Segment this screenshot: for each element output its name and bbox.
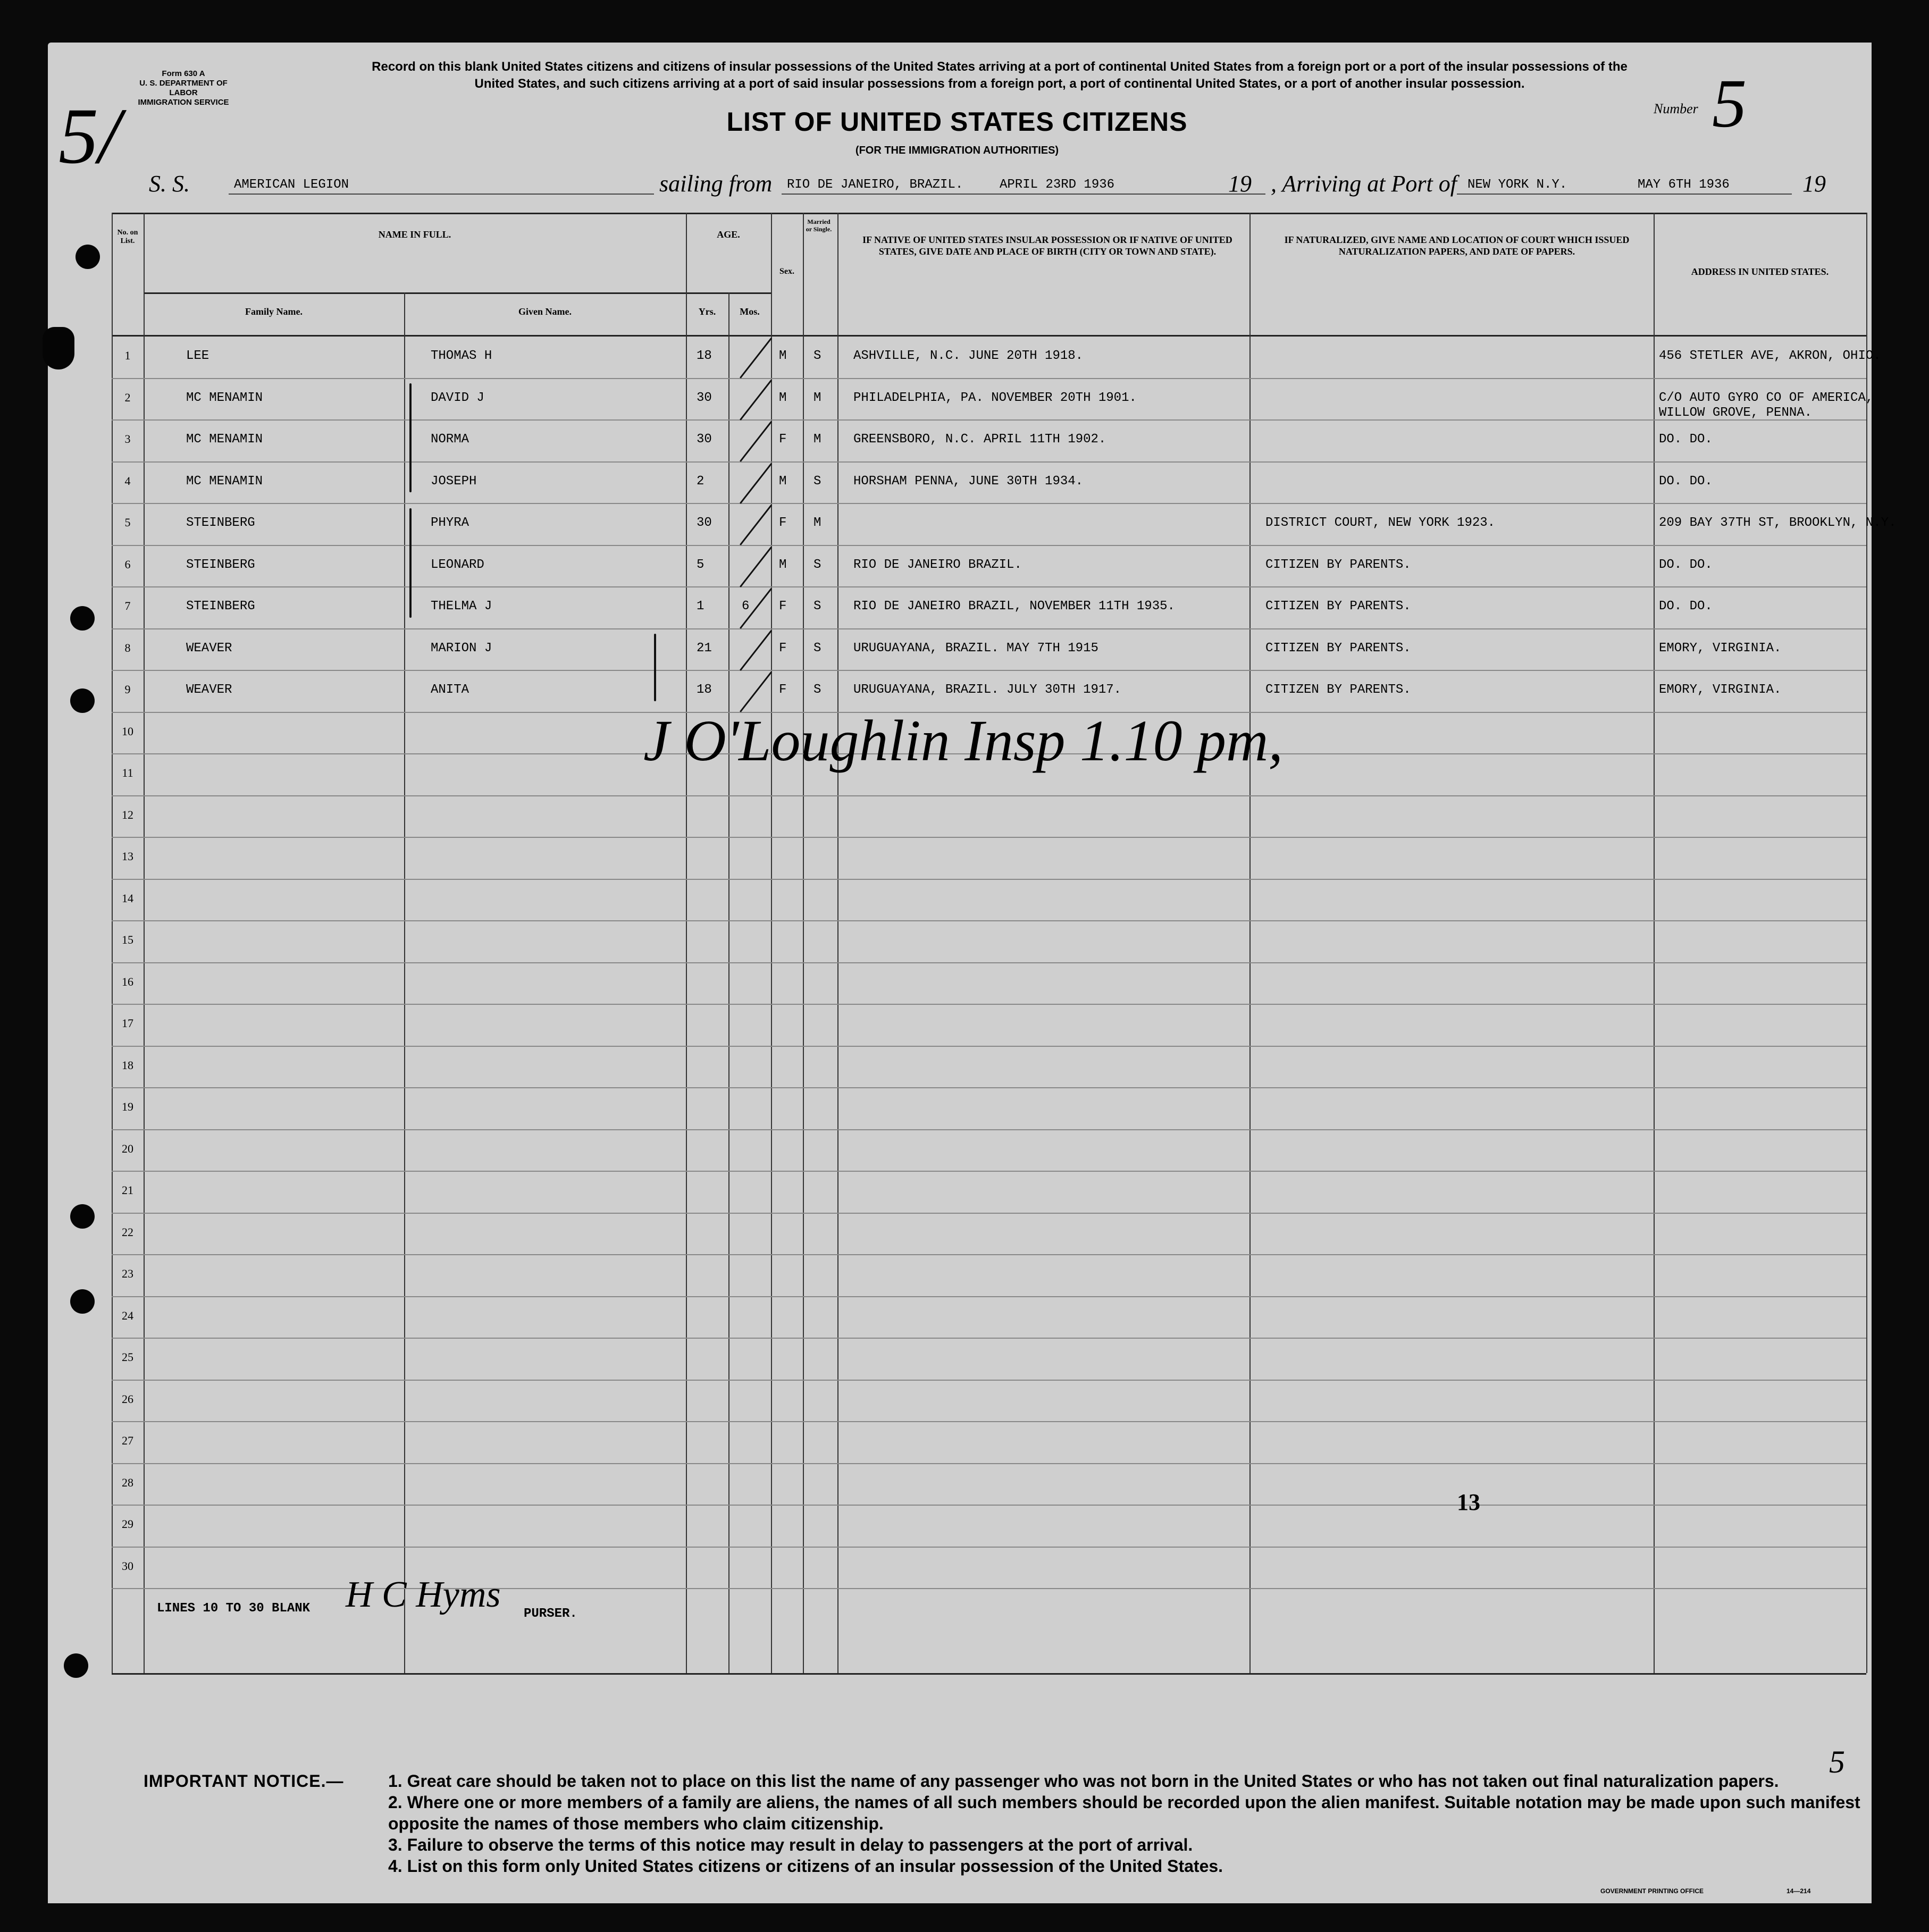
address: C/O AUTO GYRO CO OF AMERICA, bbox=[1659, 390, 1874, 405]
check-mark bbox=[740, 547, 772, 587]
row-number: 24 bbox=[122, 1308, 133, 1322]
age-months: 6 bbox=[742, 599, 750, 614]
table-bottom-rule bbox=[112, 1673, 1866, 1675]
notice-item-4: 4. List on this form only United States citizens or citizens of an insular possession of the United States. bbox=[388, 1857, 1223, 1876]
purser-signature: H C Hyms bbox=[346, 1574, 501, 1615]
age-years: 5 bbox=[697, 557, 704, 572]
given-name: MARION J bbox=[431, 641, 492, 656]
marital-status: M bbox=[813, 390, 821, 405]
arrival-date: MAY 6TH 1936 bbox=[1638, 178, 1730, 192]
address: DO. DO. bbox=[1659, 557, 1713, 572]
row-number: 21 bbox=[122, 1183, 133, 1197]
address: DO. DO. bbox=[1659, 474, 1713, 489]
department-name: U. S. DEPARTMENT OF LABOR bbox=[139, 79, 228, 97]
birth-info: GREENSBORO, N.C. APRIL 11TH 1902. bbox=[853, 432, 1106, 447]
address: EMORY, VIRGINIA. bbox=[1659, 683, 1782, 697]
birth-info: RIO DE JANEIRO BRAZIL, NOVEMBER 11TH 1935. bbox=[853, 599, 1175, 614]
name-subheader-rule bbox=[144, 292, 686, 294]
given-name: JOSEPH bbox=[431, 474, 477, 489]
sailing-from-label: sailing from bbox=[659, 171, 773, 197]
column-rule bbox=[728, 292, 729, 1673]
row-number: 25 bbox=[122, 1350, 133, 1364]
row-number: 20 bbox=[122, 1141, 133, 1155]
column-header-years: Yrs. bbox=[698, 306, 716, 317]
naturalization-info: CITIZEN BY PARENTS. bbox=[1265, 641, 1411, 656]
row-rule bbox=[112, 1087, 1866, 1088]
column-rule bbox=[686, 213, 687, 1673]
row-number: 26 bbox=[122, 1392, 133, 1406]
marital-status: S bbox=[813, 557, 821, 572]
given-name: THELMA J bbox=[431, 599, 492, 614]
punch-hole bbox=[64, 1653, 88, 1678]
age-years: 30 bbox=[697, 390, 712, 405]
marital-status: S bbox=[813, 599, 821, 614]
naturalization-info: CITIZEN BY PARENTS. bbox=[1265, 683, 1411, 697]
column-rule bbox=[803, 213, 804, 1673]
check-mark bbox=[740, 463, 772, 504]
row-number: 8 bbox=[124, 641, 131, 654]
row-rule bbox=[112, 1338, 1866, 1339]
birth-info: RIO DE JANEIRO BRAZIL. bbox=[853, 557, 1022, 572]
address: EMORY, VIRGINIA. bbox=[1659, 641, 1782, 656]
header-bottom-rule bbox=[112, 335, 1866, 337]
form-identifier bbox=[130, 69, 237, 107]
sex: M bbox=[779, 474, 787, 489]
column-rule bbox=[1249, 213, 1251, 1673]
family-name: STEINBERG bbox=[186, 599, 255, 614]
age-years: 1 bbox=[697, 599, 704, 614]
column-rule bbox=[1654, 213, 1655, 1673]
row-rule bbox=[112, 503, 1866, 504]
column-header-months: Mos. bbox=[740, 306, 760, 317]
row-number: 3 bbox=[124, 432, 131, 446]
family-group-mark bbox=[654, 634, 656, 701]
row-number: 30 bbox=[122, 1559, 133, 1573]
page-title: LIST OF UNITED STATES CITIZENS bbox=[726, 107, 1188, 137]
address: 456 STETLER AVE, AKRON, OHIO. bbox=[1659, 349, 1881, 363]
age-years: 21 bbox=[697, 641, 712, 656]
blank-lines-note: LINES 10 TO 30 BLANK bbox=[157, 1601, 311, 1616]
arrival-port: NEW YORK N.Y. bbox=[1467, 178, 1567, 192]
sex: F bbox=[779, 641, 787, 656]
form-number: Form 630 A bbox=[162, 69, 205, 78]
row-number: 9 bbox=[124, 683, 131, 696]
arriving-label: , Arriving at Port of bbox=[1271, 171, 1457, 197]
row-number: 15 bbox=[122, 933, 133, 946]
row-number: 27 bbox=[122, 1434, 133, 1447]
row-rule bbox=[112, 1171, 1866, 1172]
sex: M bbox=[779, 557, 787, 572]
row-number: 4 bbox=[124, 474, 131, 488]
sex: F bbox=[779, 516, 787, 530]
family-group-mark bbox=[409, 383, 412, 493]
ss-label: S. S. bbox=[149, 171, 190, 197]
marital-status: M bbox=[813, 432, 821, 447]
sex: F bbox=[779, 683, 787, 697]
voyage-line bbox=[149, 170, 1850, 202]
punch-hole bbox=[43, 327, 74, 369]
naturalization-info: DISTRICT COURT, NEW YORK 1923. bbox=[1265, 516, 1496, 530]
birth-info: HORSHAM PENNA, JUNE 30TH 1934. bbox=[853, 474, 1084, 489]
service-name: IMMIGRATION SERVICE bbox=[138, 98, 229, 107]
row-number: 10 bbox=[122, 724, 133, 738]
row-rule bbox=[112, 628, 1866, 629]
row-rule bbox=[112, 545, 1866, 546]
manifest-sheet bbox=[48, 43, 1897, 1903]
number-label: Number bbox=[1654, 101, 1698, 116]
row-number: 13 bbox=[122, 850, 133, 863]
row-rule bbox=[112, 837, 1866, 838]
column-header-sex: Sex. bbox=[779, 267, 794, 276]
sheet-count: 13 bbox=[1457, 1489, 1480, 1515]
age-years: 18 bbox=[697, 683, 712, 697]
marital-status: S bbox=[813, 349, 821, 363]
printer-number: 14—214 bbox=[1787, 1887, 1811, 1895]
row-rule bbox=[112, 920, 1866, 921]
row-number: 12 bbox=[122, 808, 133, 821]
column-header-given-name: Given Name. bbox=[518, 306, 572, 317]
page-subtitle: (FOR THE IMMIGRATION AUTHORITIES) bbox=[855, 145, 1059, 156]
row-rule bbox=[112, 1004, 1866, 1005]
row-number: 28 bbox=[122, 1475, 133, 1489]
row-rule bbox=[112, 1421, 1866, 1422]
birth-info: ASHVILLE, N.C. JUNE 20TH 1918. bbox=[853, 349, 1084, 363]
check-mark bbox=[740, 505, 772, 545]
column-header-birth: IF NATIVE OF UNITED STATES INSULAR POSSESSION OR IF NATIVE OF UNITED STATES, GIVE DATE AND PLACE OF BIRTH (CITY OR TOWN AND STATE). bbox=[862, 234, 1232, 257]
row-rule bbox=[112, 1296, 1866, 1297]
row-number: 23 bbox=[122, 1267, 133, 1280]
row-rule bbox=[112, 1129, 1866, 1130]
row-rule bbox=[112, 1380, 1866, 1381]
sex: M bbox=[779, 349, 787, 363]
check-mark bbox=[740, 630, 772, 671]
address-line-2: WILLOW GROVE, PENNA. bbox=[1659, 405, 1813, 420]
column-rule bbox=[837, 213, 838, 1673]
row-number: 7 bbox=[124, 599, 131, 612]
age-years: 2 bbox=[697, 474, 704, 489]
given-name: NORMA bbox=[431, 432, 469, 447]
column-header-name-group: NAME IN FULL. bbox=[378, 229, 451, 240]
row-number: 29 bbox=[122, 1517, 133, 1531]
row-rule bbox=[112, 1547, 1866, 1548]
notice-item-2: 2. Where one or more members of a family are aliens, the names of all such members should be recorded upon the alien manifest. Suitable notation may be made upon such manifest opposite the names of those members who claim citizenship. bbox=[388, 1793, 1860, 1833]
column-header-address: ADDRESS IN UNITED STATES. bbox=[1691, 266, 1829, 277]
table-top-rule bbox=[112, 213, 1866, 214]
birth-info: PHILADELPHIA, PA. NOVEMBER 20TH 1901. bbox=[853, 390, 1137, 405]
check-mark bbox=[740, 421, 772, 462]
age-years: 30 bbox=[697, 516, 712, 530]
family-name: MC MENAMIN bbox=[186, 474, 263, 489]
year-prefix-1: 19 bbox=[1228, 171, 1252, 197]
marital-status: S bbox=[813, 474, 821, 489]
row-number: 6 bbox=[124, 557, 131, 571]
row-number: 17 bbox=[122, 1017, 133, 1030]
column-rule bbox=[144, 213, 145, 1673]
row-number: 19 bbox=[122, 1100, 133, 1113]
column-header-naturalized: IF NATURALIZED, GIVE NAME AND LOCATION OF COURT WHICH ISSUED NATURALIZATION PAPERS, AND DATE OF PAPERS. bbox=[1284, 234, 1630, 257]
notice-item-3: 3. Failure to observe the terms of this notice may result in delay to passengers at the port of arrival. bbox=[388, 1835, 1193, 1854]
row-number: 2 bbox=[124, 390, 131, 404]
sex: M bbox=[779, 390, 787, 405]
row-rule bbox=[112, 1505, 1866, 1506]
address: DO. DO. bbox=[1659, 599, 1713, 614]
marital-status: M bbox=[813, 516, 821, 530]
inspector-signature: J O'Loughlin Insp 1.10 pm, bbox=[643, 708, 1283, 773]
year-prefix-2: 19 bbox=[1802, 171, 1826, 197]
arrival-underline bbox=[1457, 194, 1792, 195]
row-rule bbox=[112, 1463, 1866, 1464]
number-value: 5 bbox=[1712, 65, 1747, 142]
marital-status: S bbox=[813, 641, 821, 656]
departure-underline bbox=[782, 194, 1265, 195]
age-years: 18 bbox=[697, 349, 712, 363]
row-rule bbox=[112, 962, 1866, 963]
row-number: 22 bbox=[122, 1225, 133, 1239]
check-mark bbox=[740, 380, 772, 421]
column-rule bbox=[1866, 213, 1867, 1673]
row-number: 5 bbox=[124, 516, 131, 529]
row-number: 18 bbox=[122, 1058, 133, 1072]
row-rule bbox=[112, 419, 1866, 421]
given-name: PHYRA bbox=[431, 516, 469, 530]
ship-name: AMERICAN LEGION bbox=[234, 178, 349, 192]
column-header-age: AGE. bbox=[717, 229, 740, 240]
punch-hole bbox=[70, 1289, 95, 1314]
row-rule bbox=[112, 879, 1866, 880]
row-number: 16 bbox=[122, 975, 133, 988]
address: 209 BAY 37TH ST, BROOKLYN, N.Y. bbox=[1659, 516, 1897, 530]
naturalization-info: CITIZEN BY PARENTS. bbox=[1265, 599, 1411, 614]
row-number: 1 bbox=[124, 349, 131, 362]
punch-hole bbox=[70, 688, 95, 713]
given-name: ANITA bbox=[431, 683, 469, 697]
row-rule bbox=[112, 1254, 1866, 1255]
family-name: STEINBERG bbox=[186, 516, 255, 530]
naturalization-info: CITIZEN BY PARENTS. bbox=[1265, 557, 1411, 572]
ship-name-underline bbox=[229, 194, 654, 195]
column-header-married: Married or Single. bbox=[806, 218, 832, 233]
family-name: STEINBERG bbox=[186, 557, 255, 572]
family-name: LEE bbox=[186, 349, 209, 363]
notice-heading: IMPORTANT NOTICE.— bbox=[144, 1771, 344, 1791]
birth-info: URUGUAYANA, BRAZIL. MAY 7TH 1915 bbox=[853, 641, 1098, 656]
purser-label: PURSER. bbox=[524, 1607, 577, 1621]
corner-mark: 5 bbox=[1829, 1744, 1845, 1779]
family-group-mark bbox=[409, 508, 412, 618]
punch-hole bbox=[70, 1204, 95, 1229]
punch-hole bbox=[70, 606, 95, 631]
family-name: MC MENAMIN bbox=[186, 390, 263, 405]
printer-imprint: GOVERNMENT PRINTING OFFICE bbox=[1600, 1887, 1704, 1895]
column-rule bbox=[404, 292, 405, 1673]
age-years: 30 bbox=[697, 432, 712, 447]
address: DO. DO. bbox=[1659, 432, 1713, 447]
family-name: WEAVER bbox=[186, 683, 232, 697]
check-mark bbox=[740, 338, 772, 379]
row-rule bbox=[112, 1213, 1866, 1214]
row-rule bbox=[112, 795, 1866, 796]
given-name: DAVID J bbox=[431, 390, 484, 405]
record-instructions: Record on this blank United States citizens and citizens of insular possessions of the United States arriving at a port of continental United States from a foreign port or a port of the insular possessions of the United States, and such citizens arriving at a port of said insular possessions from a foreign port, a port of continental United States, or a port of another insular possession. bbox=[372, 60, 1628, 91]
check-mark bbox=[740, 671, 772, 712]
row-number: 11 bbox=[122, 766, 133, 779]
family-name: WEAVER bbox=[186, 641, 232, 656]
column-header-no: No. on List. bbox=[117, 229, 138, 245]
sex: F bbox=[779, 432, 787, 447]
row-rule bbox=[112, 378, 1866, 379]
row-rule bbox=[112, 1046, 1866, 1047]
punch-hole bbox=[76, 245, 100, 269]
column-header-family-name: Family Name. bbox=[245, 306, 303, 317]
marital-status: S bbox=[813, 683, 821, 697]
departure-port: RIO DE JANEIRO, BRAZIL. bbox=[787, 178, 963, 192]
row-rule bbox=[112, 670, 1866, 671]
sex: F bbox=[779, 599, 787, 614]
departure-date: APRIL 23RD 1936 bbox=[1000, 178, 1115, 192]
notice-item-1: 1. Great care should be taken not to place on this list the name of any passenger who was not born in the United States or who has not taken out final naturalization papers. bbox=[388, 1771, 1779, 1791]
row-rule bbox=[112, 461, 1866, 463]
given-name: THOMAS H bbox=[431, 349, 492, 363]
birth-info: URUGUAYANA, BRAZIL. JULY 30TH 1917. bbox=[853, 683, 1122, 697]
marginal-mark: 5/ bbox=[58, 92, 121, 180]
family-name: MC MENAMIN bbox=[186, 432, 263, 447]
given-name: LEONARD bbox=[431, 557, 484, 572]
column-rule bbox=[771, 213, 772, 1673]
manifest-table bbox=[112, 213, 1897, 1648]
row-rule bbox=[112, 586, 1866, 587]
row-number: 14 bbox=[122, 891, 133, 905]
